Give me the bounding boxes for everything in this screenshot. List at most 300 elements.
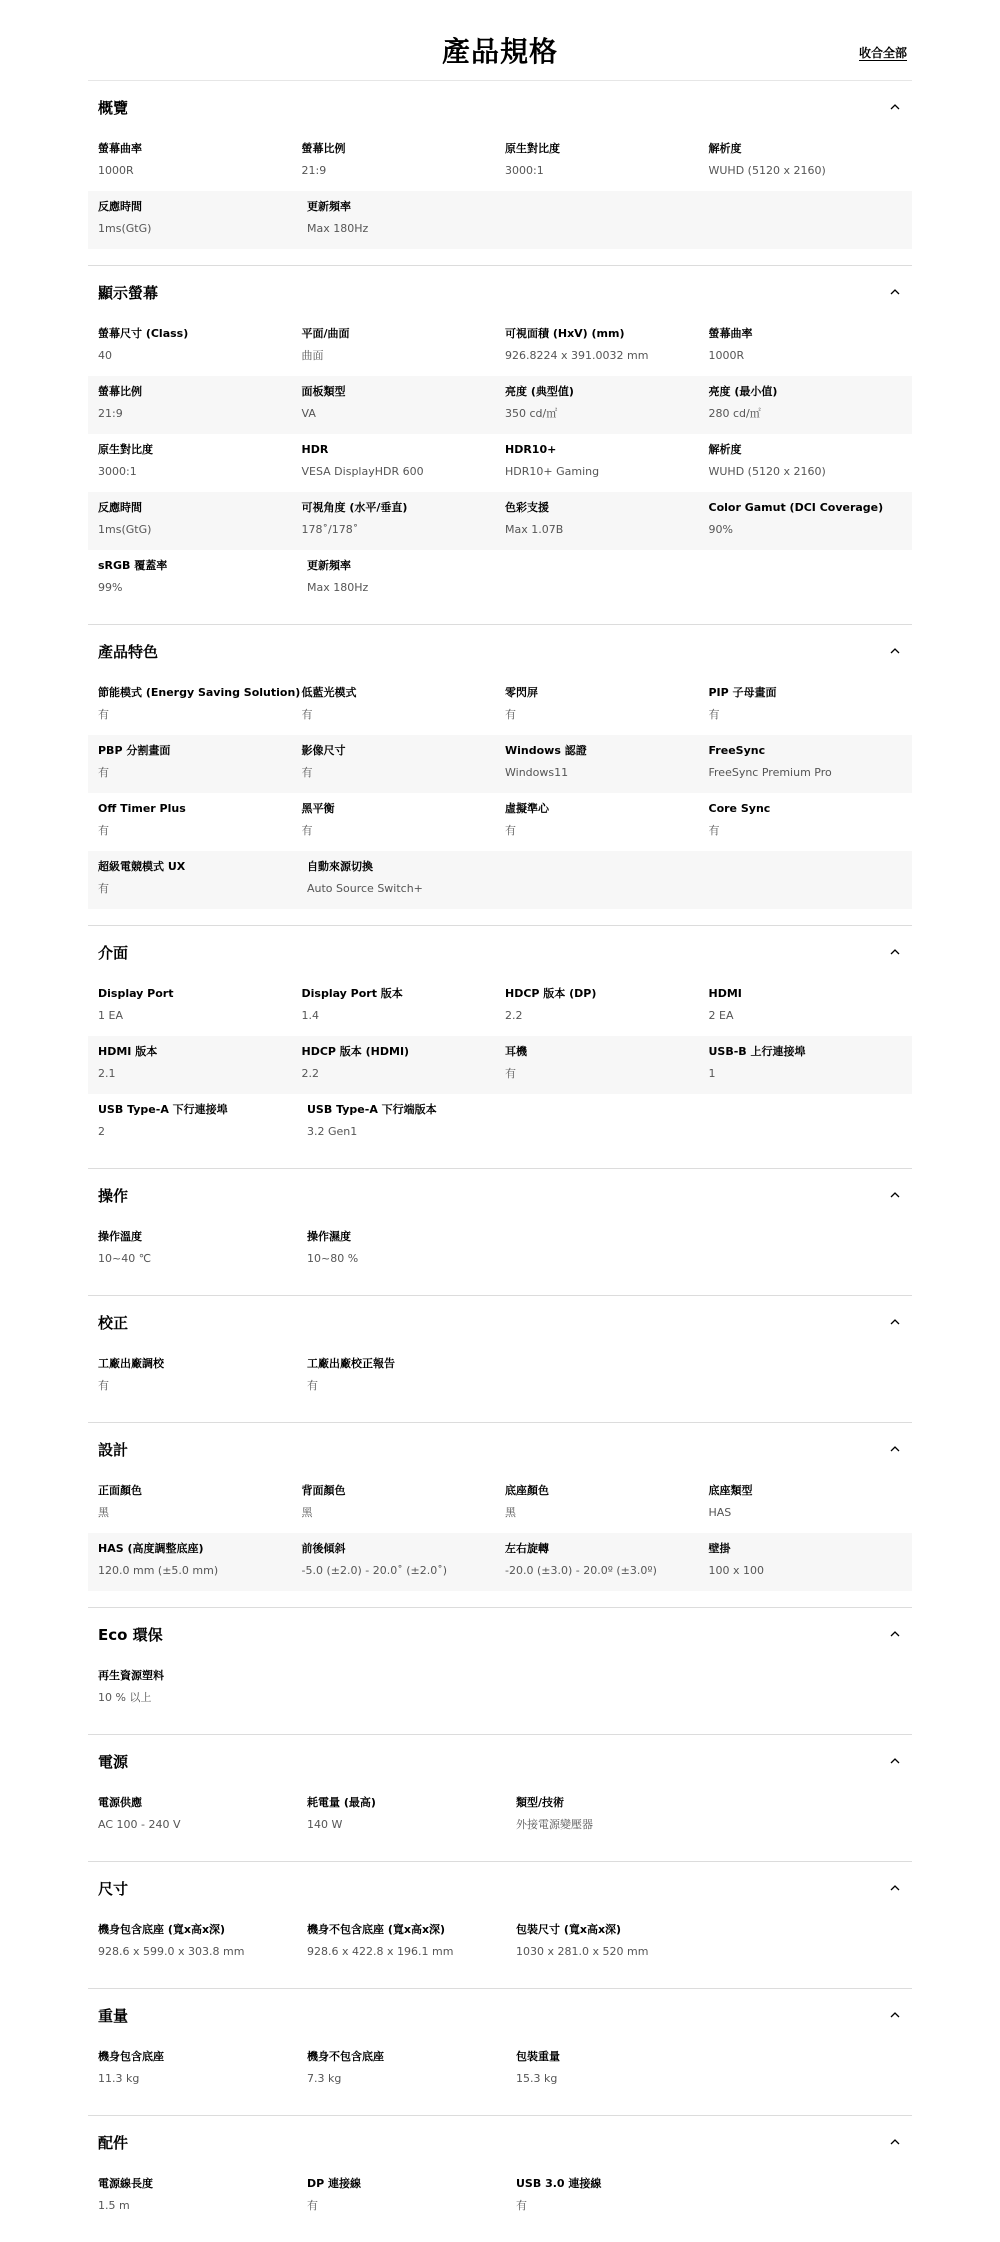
- spec-value: 40: [98, 349, 112, 362]
- spec-value: 90%: [708, 523, 733, 536]
- spec-label: 亮度 (典型值): [505, 385, 574, 398]
- spec-section: [88, 1988, 912, 2115]
- spec-label: HDCP 版本 (HDMI): [301, 1045, 410, 1058]
- spec-item: [98, 501, 302, 550]
- section-title: 概覽: [98, 99, 129, 117]
- section-header[interactable]: [88, 1608, 912, 1660]
- spec-value: VESA DisplayHDR 600: [301, 465, 424, 478]
- spec-item: [98, 443, 302, 492]
- spec-section: [88, 2115, 912, 2242]
- spec-section: [88, 1734, 912, 1861]
- spec-value: 有: [307, 1379, 318, 1392]
- spec-item: [505, 142, 709, 191]
- page-title: 產品規格: [441, 35, 558, 68]
- spec-item: [505, 802, 709, 851]
- spec-label: 背面顏色: [301, 1484, 346, 1497]
- spec-label: 工廠出廠調校: [98, 1357, 164, 1370]
- spec-value: 10 % 以上: [98, 1691, 152, 1704]
- spec-label: 螢幕比例: [301, 142, 346, 155]
- spec-value: 有: [505, 708, 516, 721]
- spec-value: Max 180Hz: [307, 222, 369, 235]
- spec-item: [98, 1923, 307, 1972]
- spec-label: 工廠出廠校正報告: [307, 1357, 395, 1370]
- spec-rows: [88, 1221, 912, 1295]
- spec-value: 有: [505, 824, 516, 837]
- spec-row: [88, 1914, 912, 1972]
- spec-value: 100 x 100: [708, 1564, 764, 1577]
- spec-label: 機身包含底座: [98, 2050, 164, 2063]
- spec-label: 虛擬準心: [505, 802, 549, 815]
- spec-label: 解析度: [708, 142, 742, 155]
- spec-item: [98, 744, 302, 793]
- section-header[interactable]: [88, 1296, 912, 1348]
- spec-item: [98, 1230, 307, 1279]
- spec-rows: [88, 318, 912, 624]
- spec-label: USB Type-A 下行連接埠: [98, 1103, 228, 1116]
- spec-item: [98, 860, 307, 909]
- spec-value: 有: [505, 1067, 516, 1080]
- chevron-up-icon[interactable]: [890, 1190, 900, 1200]
- spec-rows: [88, 2168, 912, 2242]
- spec-item: [307, 2050, 516, 2099]
- spec-item: [505, 1484, 709, 1533]
- spec-value: 10~40 ℃: [98, 1252, 152, 1265]
- spec-rows: [88, 1914, 912, 1988]
- spec-label: 螢幕曲率: [98, 142, 142, 155]
- spec-row: [88, 434, 912, 492]
- spec-item: [302, 1542, 506, 1591]
- spec-label: 耗電量 (最高): [307, 1796, 376, 1809]
- spec-value: VA: [301, 407, 316, 420]
- section-header[interactable]: [88, 1989, 912, 2041]
- spec-label: USB-B 上行連接埠: [708, 1045, 806, 1058]
- spec-item: [505, 987, 709, 1036]
- spec-item: [302, 501, 506, 550]
- chevron-up-icon[interactable]: [890, 646, 900, 656]
- spec-item: [98, 2177, 307, 2226]
- spec-label: USB 3.0 連接線: [516, 2177, 602, 2190]
- spec-value: 99%: [98, 581, 123, 594]
- section-title: 設計: [98, 1441, 129, 1459]
- spec-row: [88, 492, 912, 550]
- spec-value: Max 1.07B: [505, 523, 564, 536]
- spec-item: [709, 501, 913, 550]
- chevron-up-icon[interactable]: [890, 2137, 900, 2147]
- spec-section: [88, 1422, 912, 1607]
- spec-value: 有: [708, 708, 720, 721]
- spec-label: 螢幕比例: [98, 385, 142, 398]
- spec-item: [302, 1045, 506, 1094]
- spec-row: [88, 1221, 912, 1279]
- spec-item: [307, 200, 516, 249]
- spec-item: [505, 501, 709, 550]
- spec-value: FreeSync Premium Pro: [708, 766, 832, 779]
- spec-row: [88, 851, 912, 909]
- section-title: Eco 環保: [98, 1626, 163, 1644]
- section-header[interactable]: [88, 266, 912, 318]
- spec-value: 有: [301, 766, 313, 779]
- spec-item: [307, 1230, 516, 1279]
- spec-rows: [88, 133, 912, 265]
- spec-value: 有: [98, 1379, 109, 1392]
- spec-item: [516, 2177, 725, 2226]
- spec-value: 有: [708, 824, 720, 837]
- section-title: 重量: [98, 2007, 129, 2025]
- chevron-up-icon[interactable]: [890, 947, 900, 957]
- spec-item: [709, 1542, 913, 1591]
- spec-value: 1ms(GtG): [98, 523, 152, 536]
- spec-label: 面板類型: [301, 385, 346, 398]
- spec-label: HDCP 版本 (DP): [505, 987, 597, 1000]
- spec-row: [88, 550, 912, 608]
- spec-item: [516, 1796, 725, 1845]
- chevron-up-icon[interactable]: [890, 287, 900, 297]
- spec-item: [98, 686, 302, 735]
- spec-label: 類型/技術: [516, 1796, 565, 1809]
- spec-item: [709, 327, 913, 376]
- spec-section: [88, 1168, 912, 1295]
- spec-item: [505, 327, 709, 376]
- spec-label: 操作濕度: [307, 1230, 351, 1243]
- spec-item: [516, 1923, 725, 1972]
- spec-label: 包裝尺寸 (寬x高x深): [516, 1923, 622, 1936]
- spec-value: 有: [301, 708, 313, 721]
- section-header[interactable]: [88, 1423, 912, 1475]
- spec-value: 黑: [301, 1506, 313, 1519]
- spec-value: WUHD (5120 x 2160): [708, 164, 826, 177]
- spec-item: [98, 385, 302, 434]
- section-title: 尺寸: [98, 1880, 129, 1898]
- spec-label: 影像尺寸: [301, 744, 346, 757]
- section-header[interactable]: [88, 625, 912, 677]
- spec-value: 1000R: [98, 164, 134, 177]
- spec-value: 有: [307, 2199, 318, 2212]
- spec-label: DP 連接線: [307, 2177, 362, 2190]
- spec-value: 350 cd/㎡: [505, 407, 558, 420]
- spec-item: [709, 443, 913, 492]
- spec-item: [302, 744, 506, 793]
- spec-section: [88, 1861, 912, 1988]
- spec-value: 有: [516, 2199, 527, 2212]
- spec-value: 1.4: [301, 1009, 319, 1022]
- spec-label: 電源供應: [98, 1796, 142, 1809]
- spec-section: [88, 1295, 912, 1422]
- spec-row: [88, 1475, 912, 1533]
- spec-value: 15.3 kg: [516, 2072, 558, 2085]
- spec-label: 零閃屏: [505, 686, 538, 699]
- spec-label: 左右旋轉: [505, 1542, 549, 1555]
- spec-item: [307, 1796, 516, 1845]
- spec-item: [709, 1484, 913, 1533]
- spec-item: [505, 1045, 709, 1094]
- chevron-up-icon[interactable]: [890, 1883, 900, 1893]
- spec-label: 反應時間: [98, 200, 142, 213]
- spec-item: [98, 327, 302, 376]
- spec-value: 3.2 Gen1: [307, 1125, 358, 1138]
- spec-label: Off Timer Plus: [98, 802, 186, 815]
- spec-row: [88, 1348, 912, 1406]
- spec-value: HAS: [708, 1506, 732, 1519]
- spec-item: [302, 327, 506, 376]
- spec-section: [88, 1607, 912, 1734]
- spec-item: [505, 686, 709, 735]
- spec-value: 21:9: [98, 407, 123, 420]
- section-header[interactable]: [88, 1169, 912, 1221]
- spec-label: USB Type-A 下行端版本: [307, 1103, 437, 1116]
- spec-label: 壁掛: [708, 1542, 731, 1555]
- spec-value: 2.1: [98, 1067, 116, 1080]
- spec-label: 更新頻率: [307, 559, 351, 572]
- spec-value: 外接電源變壓器: [516, 1818, 593, 1831]
- spec-rows: [88, 1348, 912, 1422]
- collapse-all-link[interactable]: 收合全部: [859, 46, 908, 60]
- spec-value: 2 EA: [708, 1009, 734, 1022]
- spec-value: -5.0 (±2.0) - 20.0˚ (±2.0˚): [301, 1564, 447, 1577]
- spec-value: 有: [98, 882, 109, 895]
- spec-rows: [88, 1660, 912, 1734]
- section-header[interactable]: [88, 926, 912, 978]
- spec-rows: [88, 1787, 912, 1861]
- spec-item: [302, 686, 506, 735]
- spec-label: FreeSync: [708, 744, 766, 757]
- chevron-up-icon[interactable]: [890, 1444, 900, 1454]
- spec-label: HDR: [301, 443, 329, 456]
- spec-value: Max 180Hz: [307, 581, 369, 594]
- spec-label: 解析度: [708, 443, 742, 456]
- spec-label: 前後傾斜: [301, 1542, 346, 1555]
- spec-label: 原生對比度: [98, 443, 153, 456]
- spec-label: 更新頻率: [307, 200, 351, 213]
- spec-label: 螢幕尺寸 (Class): [98, 327, 189, 340]
- spec-value: 10~80 %: [307, 1252, 359, 1265]
- spec-value: 1.5 m: [98, 2199, 130, 2212]
- spec-label: PIP 子母畫面: [708, 686, 777, 699]
- spec-label: PBP 分割畫面: [98, 744, 171, 757]
- spec-value: 黑: [98, 1506, 109, 1519]
- spec-item: [302, 802, 506, 851]
- spec-value: 120.0 mm (±5.0 mm): [98, 1564, 219, 1577]
- spec-row: [88, 318, 912, 376]
- spec-value: 1: [708, 1067, 716, 1080]
- spec-row: [88, 133, 912, 191]
- spec-value: 1ms(GtG): [98, 222, 152, 235]
- spec-sections: [88, 80, 912, 2242]
- spec-item: [505, 744, 709, 793]
- spec-item: [709, 1045, 913, 1094]
- section-header[interactable]: [88, 1735, 912, 1787]
- spec-item: [307, 860, 516, 909]
- spec-value: Auto Source Switch+: [307, 882, 423, 895]
- spec-label: 色彩支援: [505, 501, 549, 514]
- spec-label: 機身不包含底座 (寬x高x深): [307, 1923, 446, 1936]
- spec-item: [709, 385, 913, 434]
- chevron-up-icon[interactable]: [890, 1317, 900, 1327]
- spec-row: [88, 1660, 912, 1718]
- spec-item: [98, 1542, 302, 1591]
- spec-row: [88, 191, 912, 249]
- spec-item: [98, 1669, 307, 1718]
- spec-value: 21:9: [301, 164, 327, 177]
- spec-label: 電源線長度: [98, 2177, 153, 2190]
- spec-label: 可視面積 (HxV) (mm): [505, 327, 625, 340]
- spec-label: HDR10+: [505, 443, 557, 456]
- spec-row: [88, 376, 912, 434]
- section-title: 操作: [98, 1187, 129, 1205]
- spec-value: 928.6 x 599.0 x 303.8 mm: [98, 1945, 245, 1958]
- spec-item: [505, 385, 709, 434]
- spec-section: [88, 80, 912, 265]
- spec-rows: [88, 1475, 912, 1607]
- spec-item: [307, 2177, 516, 2226]
- spec-value: 1030 x 281.0 x 520 mm: [516, 1945, 649, 1958]
- section-title: 電源: [98, 1753, 129, 1771]
- section-title: 介面: [98, 944, 129, 962]
- spec-item: [98, 1103, 307, 1152]
- spec-value: WUHD (5120 x 2160): [708, 465, 826, 478]
- spec-row: [88, 735, 912, 793]
- spec-item: [98, 559, 307, 608]
- spec-value: 有: [98, 708, 109, 721]
- spec-section: [88, 624, 912, 925]
- spec-item: [307, 559, 516, 608]
- spec-value: 1 EA: [98, 1009, 123, 1022]
- section-title: 校正: [98, 1314, 129, 1332]
- spec-item: [709, 802, 913, 851]
- spec-item: [505, 443, 709, 492]
- spec-item: [302, 385, 506, 434]
- spec-value: 140 W: [307, 1818, 343, 1831]
- spec-rows: [88, 2041, 912, 2115]
- spec-item: [505, 1542, 709, 1591]
- spec-item: [98, 1045, 302, 1094]
- spec-item: [307, 1103, 516, 1152]
- spec-label: Color Gamut (DCI Coverage): [708, 501, 884, 514]
- spec-label: Display Port 版本: [301, 987, 403, 1000]
- chevron-up-icon[interactable]: [890, 2010, 900, 2020]
- spec-value: 280 cd/㎡: [708, 407, 761, 420]
- spec-label: 超級電競模式 UX: [98, 860, 186, 873]
- spec-label: HAS (高度調整底座): [98, 1542, 204, 1555]
- spec-value: 926.8224 x 391.0032 mm: [505, 349, 649, 362]
- spec-row: [88, 1094, 912, 1152]
- spec-section: [88, 265, 912, 624]
- spec-value: 1000R: [708, 349, 745, 362]
- section-header[interactable]: [88, 81, 912, 133]
- spec-item: [98, 987, 302, 1036]
- chevron-up-icon[interactable]: [890, 1629, 900, 1639]
- spec-label: 亮度 (最小值): [708, 385, 778, 398]
- spec-row: [88, 978, 912, 1036]
- spec-label: 操作溫度: [98, 1230, 142, 1243]
- spec-item: [98, 1484, 302, 1533]
- spec-item: [709, 744, 913, 793]
- spec-value: HDR10+ Gaming: [505, 465, 600, 478]
- spec-value: AC 100 - 240 V: [98, 1818, 181, 1831]
- spec-label: 平面/曲面: [301, 327, 350, 340]
- spec-value: 2.2: [505, 1009, 523, 1022]
- spec-value: 7.3 kg: [307, 2072, 342, 2085]
- spec-rows: [88, 978, 912, 1168]
- spec-label: 節能模式 (Energy Saving Solution): [98, 686, 301, 699]
- spec-row: [88, 1533, 912, 1591]
- spec-row: [88, 1787, 912, 1845]
- spec-label: 黑平衡: [301, 802, 335, 815]
- spec-item: [98, 142, 302, 191]
- spec-item: [302, 142, 506, 191]
- spec-section: [88, 925, 912, 1168]
- spec-value: 178˚/178˚: [301, 523, 359, 536]
- spec-rows: [88, 677, 912, 925]
- spec-value: Windows11: [505, 766, 569, 779]
- spec-value: 有: [301, 824, 313, 837]
- spec-item: [302, 987, 506, 1036]
- spec-item: [307, 1357, 516, 1406]
- spec-value: 2.2: [301, 1067, 319, 1080]
- spec-label: 底座顏色: [505, 1484, 549, 1497]
- spec-label: 耳機: [505, 1045, 527, 1058]
- spec-item: [98, 1357, 307, 1406]
- section-title: 顯示螢幕: [98, 284, 159, 302]
- spec-label: 可視角度 (水平/垂直): [301, 501, 408, 514]
- spec-item: [307, 1923, 516, 1972]
- spec-value: 11.3 kg: [98, 2072, 140, 2085]
- section-title: 產品特色: [98, 643, 159, 661]
- spec-value: 928.6 x 422.8 x 196.1 mm: [307, 1945, 454, 1958]
- spec-item: [98, 1796, 307, 1845]
- spec-item: [98, 200, 307, 249]
- spec-value: 曲面: [301, 349, 324, 362]
- spec-label: 機身包含底座 (寬x高x深): [98, 1923, 226, 1936]
- spec-value: 有: [98, 824, 109, 837]
- spec-item: [302, 443, 506, 492]
- spec-value: 黑: [505, 1506, 516, 1519]
- spec-value: -20.0 (±3.0) - 20.0º (±3.0º): [505, 1564, 657, 1577]
- spec-label: 包裝重量: [516, 2050, 560, 2063]
- spec-item: [709, 987, 913, 1036]
- section-title: 配件: [98, 2134, 129, 2152]
- spec-item: [516, 2050, 725, 2099]
- spec-label: 底座類型: [708, 1484, 753, 1497]
- section-header[interactable]: [88, 2116, 912, 2168]
- spec-label: Core Sync: [708, 802, 771, 815]
- spec-item: [98, 802, 302, 851]
- spec-row: [88, 793, 912, 851]
- spec-value: 2: [98, 1125, 105, 1138]
- spec-row: [88, 2168, 912, 2226]
- spec-item: [709, 142, 913, 191]
- spec-value: 3000:1: [98, 465, 137, 478]
- spec-row: [88, 1036, 912, 1094]
- spec-label: 機身不包含底座: [307, 2050, 384, 2063]
- spec-label: 自動來源切換: [307, 860, 373, 873]
- spec-label: Display Port: [98, 987, 174, 1000]
- chevron-up-icon[interactable]: [890, 1756, 900, 1766]
- spec-label: 原生對比度: [505, 142, 560, 155]
- spec-label: HDMI 版本: [98, 1045, 158, 1058]
- spec-label: 再生資源塑料: [98, 1669, 164, 1682]
- spec-row: [88, 2041, 912, 2099]
- spec-row: [88, 677, 912, 735]
- spec-label: HDMI: [708, 987, 742, 1000]
- spec-item: [709, 686, 913, 735]
- section-header[interactable]: [88, 1862, 912, 1914]
- chevron-up-icon[interactable]: [890, 102, 900, 112]
- spec-label: 低藍光模式: [301, 686, 357, 699]
- spec-label: Windows 認證: [505, 744, 587, 757]
- spec-label: 正面顏色: [98, 1484, 142, 1497]
- spec-item: [98, 2050, 307, 2099]
- spec-item: [302, 1484, 506, 1533]
